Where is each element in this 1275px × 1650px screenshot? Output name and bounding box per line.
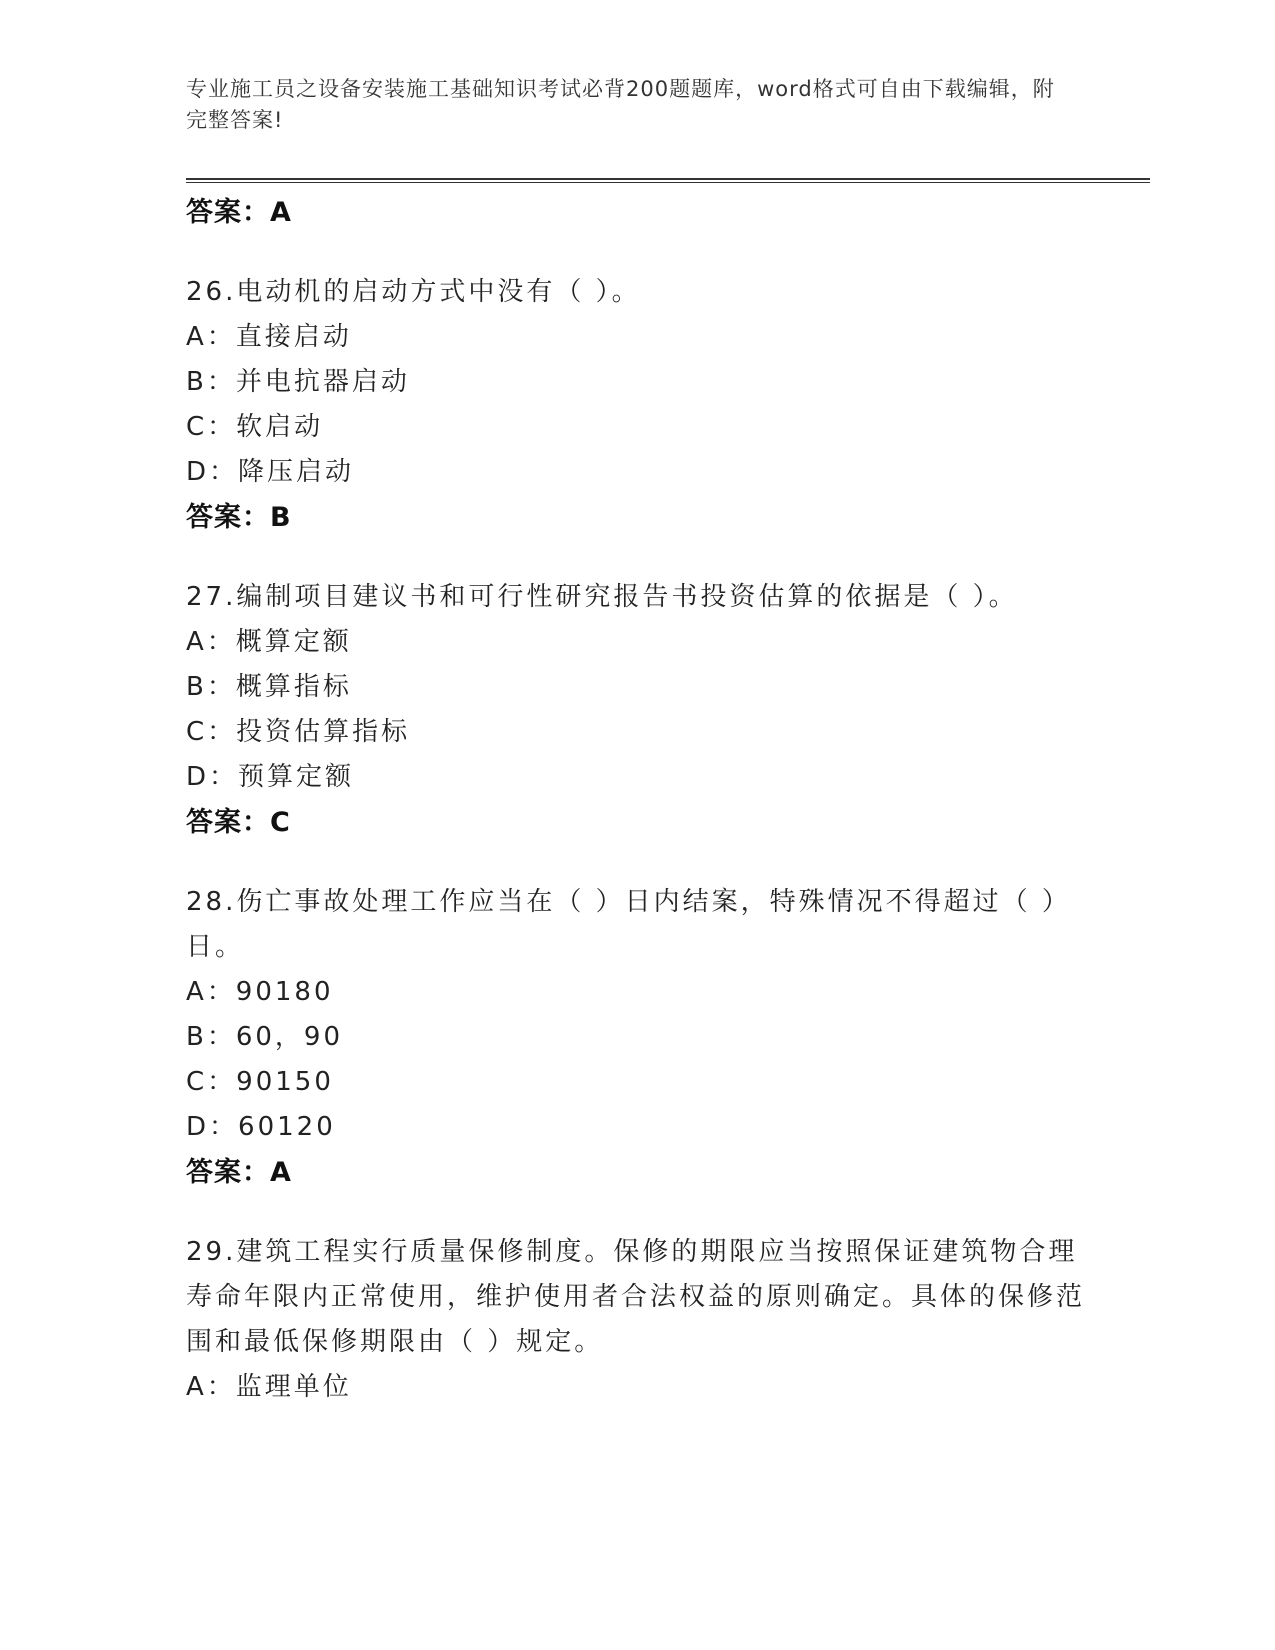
page-header-title: 专业施工员之设备安装施工基础知识考试必背200题题库，word格式可自由下载编辑，附完整答案!: [186, 77, 1055, 132]
option-c: C：软启动: [186, 412, 324, 442]
option-d: D：降压启动: [186, 457, 355, 487]
option-a: A：监理单位: [186, 1372, 352, 1402]
option-b: B：概算指标: [186, 672, 352, 702]
option-a: A：直接启动: [186, 322, 352, 352]
answer-line: 答案：A: [186, 1157, 292, 1188]
option-d: D：60120: [186, 1112, 336, 1142]
option-d: D：预算定额: [186, 762, 355, 792]
option-a: A：概算定额: [186, 627, 352, 657]
question-block: [186, 575, 1086, 846]
spacer: [186, 236, 1086, 270]
option-b: B：并电抗器启动: [186, 367, 410, 397]
question-text: 27.编制项目建议书和可行性研究报告书投资估算的依据是（ ）。: [186, 582, 1018, 612]
answer-line: 答案：B: [186, 502, 292, 533]
option-a: A：90180: [186, 977, 334, 1007]
question-block: [186, 880, 1086, 1196]
spacer: [186, 846, 1086, 880]
question-list: [186, 190, 1086, 1410]
answer-line: 答案：C: [186, 807, 291, 838]
question-block: [186, 1230, 1086, 1410]
spacer: [186, 541, 1086, 575]
spacer: [186, 1196, 1086, 1230]
answer-line: 答案：A: [186, 197, 292, 228]
question-text: 29.建筑工程实行质量保修制度。保修的期限应当按照保证建筑物合理寿命年限内正常使用，维护使用者合法权益的原则确定。具体的保修范围和最低保修期限由（ ）规定。: [186, 1237, 1086, 1357]
question-text: 28.伤亡事故处理工作应当在（ ）日内结案，特殊情况不得超过（ ）日。: [186, 887, 1071, 962]
header-divider-thin: [186, 182, 1150, 183]
option-b: B：60，90: [186, 1022, 344, 1052]
header-divider-thick: [186, 178, 1150, 180]
option-c: C：投资估算指标: [186, 717, 411, 747]
question-block: [186, 270, 1086, 541]
option-c: C：90150: [186, 1067, 334, 1097]
question-text: 26.电动机的启动方式中没有（ ）。: [186, 277, 641, 307]
